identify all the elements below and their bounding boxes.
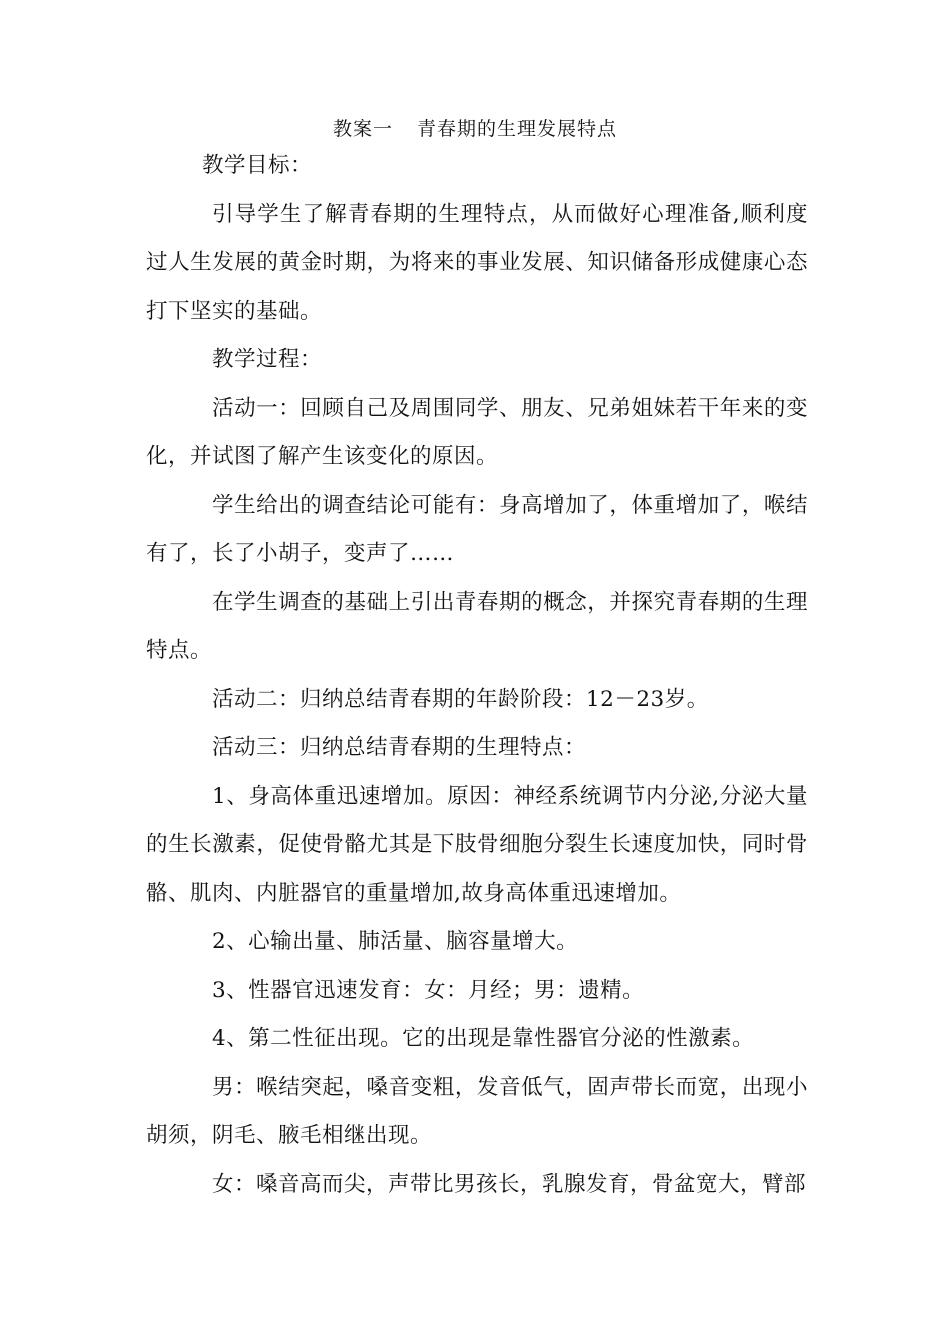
paragraph-concept: 在学生调查的基础上引出青春期的概念，并探究青春期的生理特点。 <box>146 589 808 663</box>
title-lesson-number: 教案一 <box>332 118 393 140</box>
heading-teaching-process: 教学过程： <box>212 347 323 372</box>
paragraph-female-traits: 女：嗓音高而尖，声带比男孩长，乳腺发育，骨盆宽大，臂部 <box>212 1171 807 1197</box>
paragraph-point-4: 4、第二性征出现。它的出现是靠性器官分泌的性激素。 <box>212 1026 755 1051</box>
paragraph-point-2: 2、心输出量、肺活量、脑容量增大。 <box>212 929 579 954</box>
paragraph-activity-two: 活动二：归纳总结青春期的年龄阶段：12－23岁。 <box>212 686 709 712</box>
document-body <box>146 142 808 1209</box>
title-topic: 青春期的生理发展特点 <box>417 118 618 140</box>
paragraph-male-traits: 男：喉结突起，嗓音变粗，发音低气，固声带长而宽，出现小胡须，阴毛、腋毛相继出现。 <box>146 1074 808 1148</box>
document-title <box>0 114 950 141</box>
paragraph-point-1: 1、身高体重迅速增加。原因：神经系统调节内分泌,分泌大量的生长激素，促使骨骼尤其是下肢骨细胞分裂生长速度加快，同时骨骼、肌肉、内脏器官的重量增加,故身高体重迅速增加。 <box>146 783 808 906</box>
paragraph-survey-results: 学生给出的调查结论可能有：身高增加了，体重增加了，喉结有了，长了小胡子，变声了…… <box>146 492 808 566</box>
paragraph-activity-three: 活动三：归纳总结青春期的生理特点： <box>212 735 587 760</box>
paragraph-point-3: 3、性器官迅速发育：女：月经；男：遗精。 <box>212 977 645 1003</box>
heading-teaching-objectives: 教学目标： <box>202 153 313 178</box>
paragraph-activity-one: 活动一：回顾自己及周围同学、朋友、兄弟姐妹若干年来的变化，并试图了解产生该变化的原因。 <box>146 395 808 469</box>
paragraph-objectives: 引导学生了解青春期的生理特点，从而做好心理准备,顺利度过人生发展的黄金时期，为将来的事业发展、知识储备形成健康心态打下坚实的基础。 <box>146 201 808 324</box>
